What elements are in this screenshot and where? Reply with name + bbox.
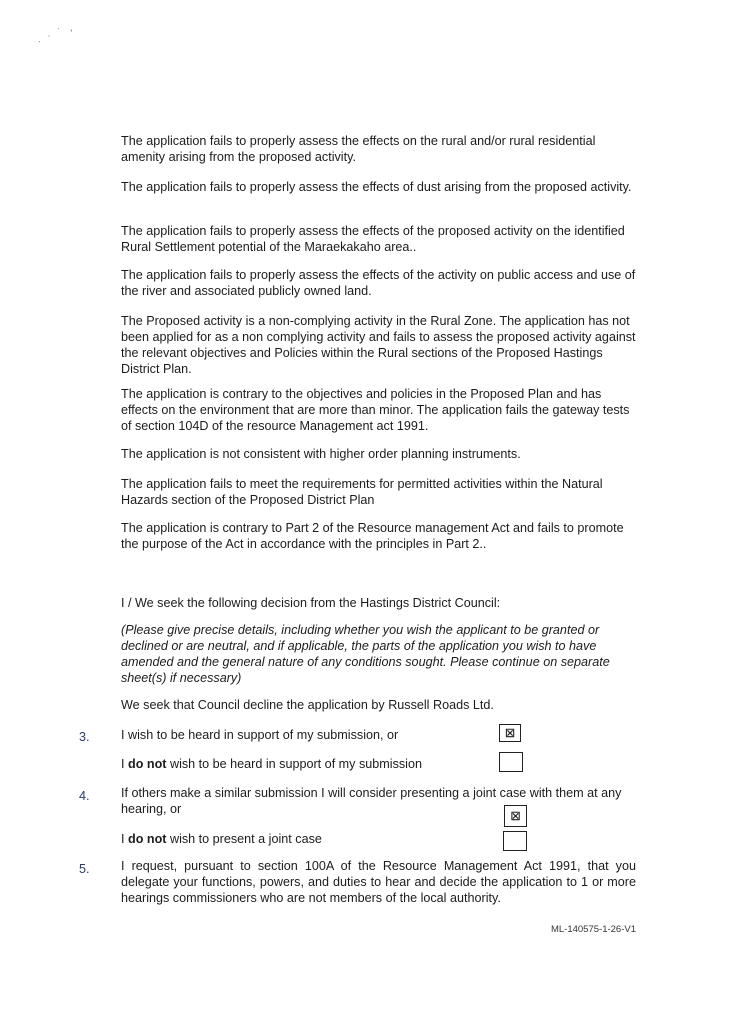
ground-1: The application fails to properly assess the effects on the rural and/or rural residential amenity arising from the proposed activity. bbox=[121, 134, 596, 164]
ground-9: The application is contrary to Part 2 of the Resource management Act and fails to promote the purpose of the Act in accordance with the principles in Part 2.. bbox=[121, 521, 624, 551]
q4-no-joint-case-checkbox[interactable] bbox=[503, 831, 527, 851]
q4-option-joint-case: If others make a similar submission I will consider presenting a joint case with them at any hearing, or bbox=[121, 786, 622, 816]
ground-2: The application fails to properly assess the effects of dust arising from the proposed activity. bbox=[121, 180, 632, 194]
document-reference-code: ML-140575-1-26-V1 bbox=[550, 924, 636, 935]
decision-heading: I / We seek the following decision from the Hastings District Council: bbox=[121, 596, 501, 610]
decision-answer: We seek that Council decline the application by Russell Roads Ltd. bbox=[121, 698, 494, 712]
ground-7: The application is not consistent with higher order planning instruments. bbox=[121, 447, 521, 461]
q4-joint-case-checkbox[interactable]: ☒ bbox=[504, 805, 527, 827]
ground-3: The application fails to properly assess the effects of the proposed activity on the identified Rural Settlement potential of the Maraekakaho area.. bbox=[121, 224, 625, 254]
q3-not-heard-checkbox[interactable] bbox=[499, 752, 523, 772]
ground-4: The application fails to properly assess the effects of the activity on public access and use of the river and associated publicly owned land. bbox=[121, 268, 636, 298]
q3-heard-checkbox[interactable]: ☒ bbox=[499, 724, 521, 742]
q3-number: 3. bbox=[79, 730, 90, 744]
ground-6: The application is contrary to the objectives and policies in the Proposed Plan and has effects on the environment that are more than minor. The application fails the gateway tests of section 104D of the resource Management act 1991. bbox=[121, 387, 630, 433]
ground-8: The application fails to meet the requirements for permitted activities within the Natural Hazards section of the Proposed District Plan bbox=[121, 477, 603, 507]
decision-instructions: (Please give precise details, including whether you wish the applicant to be granted or declined or are neutral, and if applicable, the parts of the application you wish to have amended and the general nature of any conditions sought. Please continue on separate sheet(s) if necessary) bbox=[121, 623, 610, 685]
ground-5: The Proposed activity is a non-complying activity in the Rural Zone. The application has not been applied for as a non complying activity and fails to assess the proposed activity against the relevant objectives and Policies within the Rural sections of the Proposed Hastings District Plan. bbox=[121, 314, 636, 376]
q3-option-heard: I wish to be heard in support of my submission, or bbox=[121, 728, 399, 742]
q5-number: 5. bbox=[79, 862, 90, 876]
q4-number: 4. bbox=[79, 789, 90, 803]
q4-option-no-joint-case: I do not wish to present a joint case bbox=[121, 832, 322, 846]
q3-option-not-heard: I do not wish to be heard in support of my submission bbox=[121, 757, 422, 771]
scan-specks: . · ˙ , bbox=[35, 21, 77, 45]
q5-request-text: I request, pursuant to section 100A of the Resource Management Act 1991, that you delegate your functions, powers, and duties to hear and decide the application to 1 or more hearings commissioners who are not members of the local authority. bbox=[121, 859, 636, 905]
